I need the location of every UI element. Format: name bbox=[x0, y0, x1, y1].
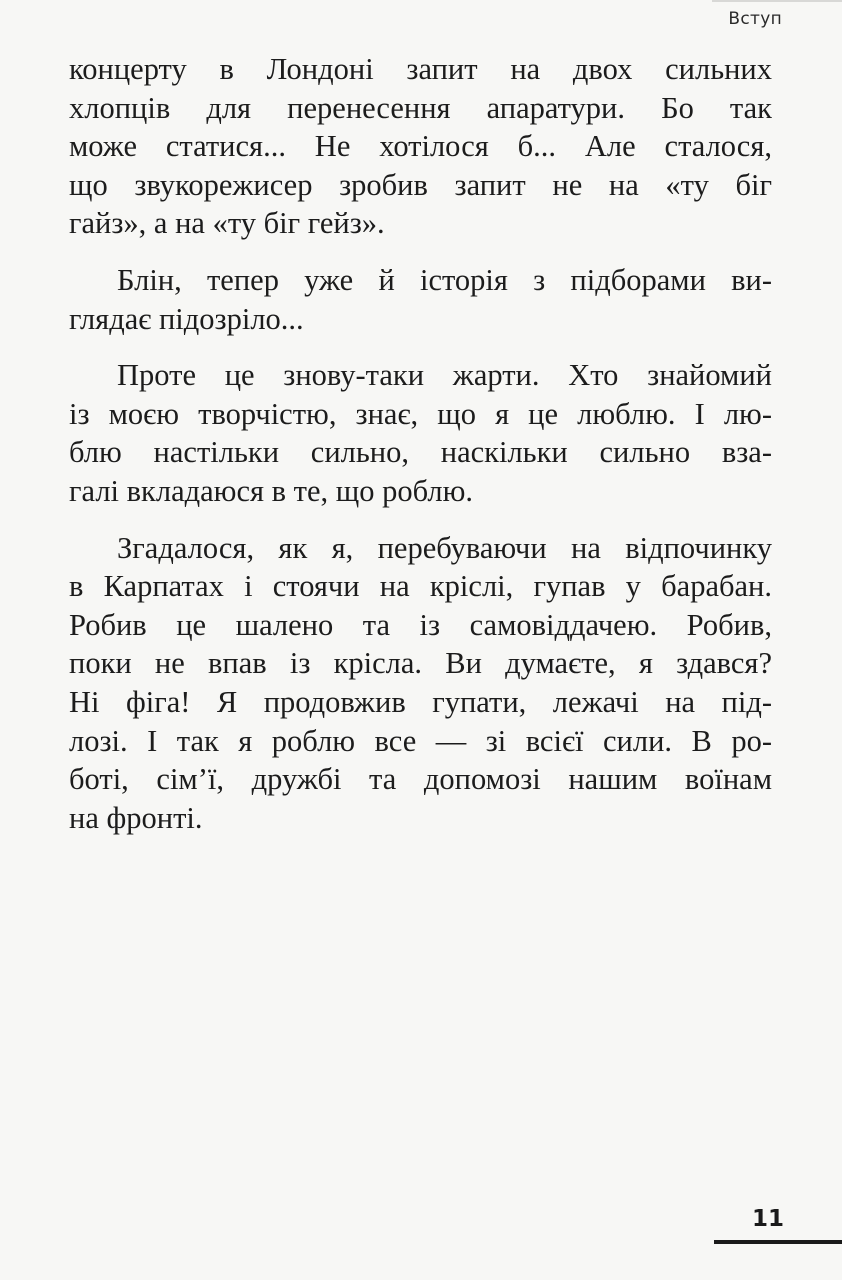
text-line: блю настільки сильно, наскільки сильно вза- bbox=[69, 435, 772, 470]
text-line: галі вкладаюся в те, що роблю. bbox=[69, 473, 474, 508]
footer-rule bbox=[714, 1240, 842, 1244]
page-number: 11 bbox=[751, 1206, 784, 1232]
text-line: Проте це знову-таки жарти. Хто знайомий bbox=[117, 358, 772, 393]
text-line: гайз», а на «ту біг гейз». bbox=[69, 206, 385, 241]
text-line: глядає підозріло... bbox=[69, 301, 304, 336]
text-line: може статися... Не хотілося б... Але сталося, bbox=[69, 129, 772, 164]
text-line: що звукорежисер зробив запит не на «ту біг bbox=[69, 167, 772, 202]
text-line: в Карпатах і стоячи на кріслі, гупав у барабан. bbox=[69, 569, 772, 604]
text-line: поки не впав із крісла. Ви думаєте, я здався? bbox=[69, 646, 772, 681]
text-line: лозі. І так я роблю все — зі всієї сили. В ро- bbox=[69, 723, 772, 758]
text-line: Робив це шалено та із самовіддачею. Робив, bbox=[69, 607, 772, 642]
paragraph bbox=[69, 529, 772, 838]
header-rule bbox=[712, 0, 842, 2]
paragraph bbox=[69, 356, 772, 510]
text-line: концерту в Лондоні запит на двох сильних bbox=[69, 52, 772, 86]
body-text bbox=[69, 50, 772, 855]
text-line: Ні фіга! Я продовжив гупати, лежачі на під- bbox=[69, 684, 772, 719]
text-line: із моєю творчістю, знає, що я це люблю. І лю- bbox=[69, 396, 772, 431]
text-line: Згадалося, як я, перебуваючи на відпочинку bbox=[117, 530, 772, 565]
text-line: на фронті. bbox=[69, 800, 203, 835]
paragraph bbox=[69, 50, 772, 243]
paragraph bbox=[69, 261, 772, 338]
running-title: Вступ bbox=[728, 9, 782, 29]
text-line: боті, сім’ї, дружбі та допомозі нашим воїнам bbox=[69, 762, 772, 797]
text-line: хлопців для перенесення апаратури. Бо так bbox=[69, 90, 772, 125]
text-line: Блін, тепер уже й історія з підборами ви- bbox=[117, 262, 772, 297]
